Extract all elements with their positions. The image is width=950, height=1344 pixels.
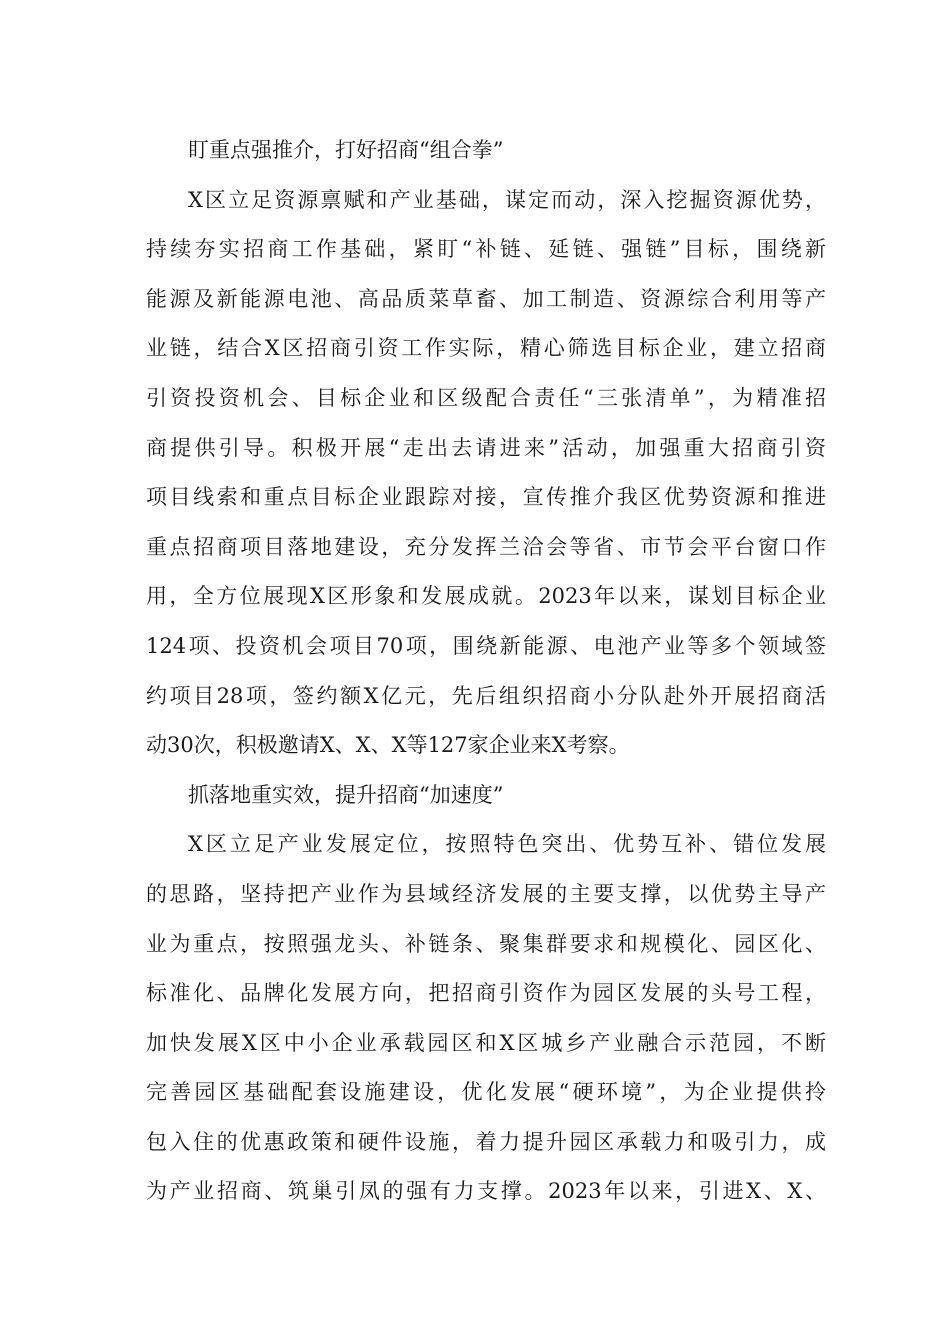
paragraph-line: 完善园区基础配套设施建设，优化发展“硬环境”，为企业提供拎 [146, 1080, 826, 1105]
paragraph-line: 动30次，积极邀请X、X、X等127家企业来X考察。 [146, 733, 630, 758]
paragraph-line: 用，全方位展现X区形象和发展成就。2023年以来，谋划目标企业 [146, 584, 826, 609]
paragraph-line: 为产业招商、筑巢引凤的强有力支撑。2023年以来，引进X、X、 [146, 1179, 826, 1204]
paragraph-line: 商提供引导。积极开展“走出去请进来”活动，加强重大招商引资 [146, 435, 826, 460]
paragraph-line: 约项目28项，签约额X亿元，先后组织招商小分队赴外开展招商活 [146, 683, 826, 708]
section-heading: 抓落地重实效，提升招商“加速度” [188, 782, 504, 807]
paragraph-line: 加快发展X区中小企业承载园区和X区城乡产业融合示范园，不断 [146, 1030, 826, 1055]
paragraph-line: 引资投资机会、目标企业和区级配合责任“三张清单”，为精准招 [146, 385, 826, 410]
paragraph-line: 124项、投资机会项目70项，围绕新能源、电池产业等多个领域签 [146, 633, 826, 658]
paragraph-line: 持续夯实招商工作基础，紧盯“补链、延链、强链”目标，围绕新 [146, 237, 826, 262]
document-page [146, 126, 826, 1217]
paragraph-line: 重点招商项目落地建设，充分发挥兰洽会等省、市节会平台窗口作 [146, 534, 826, 559]
paragraph-line: 项目线索和重点目标企业跟踪对接，宣传推介我区优势资源和推进 [146, 485, 826, 510]
paragraph-line: 能源及新能源电池、高品质菜草畜、加工制造、资源综合利用等产 [146, 286, 826, 311]
section-heading: 盯重点强推介，打好招商“组合拳” [188, 138, 504, 162]
paragraph [146, 820, 826, 1217]
paragraph-line: 的思路，坚持把产业作为县域经济发展的主要支撑，以优势主导产 [146, 881, 826, 906]
paragraph-line: X区立足资源禀赋和产业基础，谋定而动，深入挖掘资源优势， [188, 187, 826, 212]
paragraph-line: 业为重点，按照强龙头、补链条、聚集群要求和规模化、园区化、 [146, 931, 826, 956]
paragraph-line: 包入住的优惠政策和硬件设施，着力提升园区承载力和吸引力，成 [146, 1129, 826, 1154]
paragraph [146, 176, 826, 771]
paragraph-line: 标准化、品牌化发展方向，把招商引资作为园区发展的头号工程， [146, 981, 826, 1006]
paragraph-line: X区立足产业发展定位，按照特色突出、优势互补、错位发展 [188, 832, 826, 857]
paragraph-line: 业链，结合X区招商引资工作实际，精心筛选目标企业，建立招商 [146, 336, 826, 361]
